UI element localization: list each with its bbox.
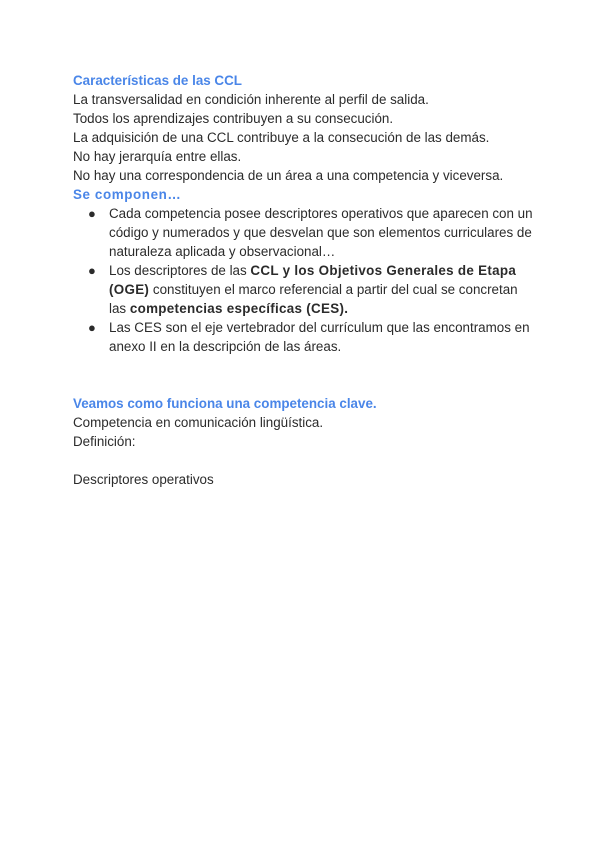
bullet-icon: ● [88,206,96,221]
text-line: Competencia en comunicación lingüística. [73,415,324,430]
bullet-list [73,204,533,356]
bullet-item [73,261,533,318]
section-heading-ccl-characteristics: Características de las CCL [73,73,242,88]
text-line: Descriptores operativos [73,472,214,487]
text-line: La transversalidad en condición inherente al perfil de salida. [73,92,429,107]
spacer [73,451,533,470]
bullet-text: Las CES son el eje vertebrador del currículum que las encontramos en anexo II en la descripción de las áreas. [109,320,530,354]
section-heading-competencia-clave: Veamos como funciona una competencia clave. [73,396,377,411]
bullet-text-bold: competencias específicas (CES). [129,301,349,316]
bullet-item [73,204,533,261]
text-line: Todos los aprendizajes contribuyen a su consecución. [73,111,394,126]
bullet-icon: ● [88,263,96,278]
bullet-text-part: constituyen el marco referencial a partir del cual se concretan las [109,282,518,316]
spacer [73,356,533,394]
section-heading-se-componen: Se componen… [73,187,182,202]
bullet-icon: ● [88,320,96,335]
bullet-text-bold: CCL y los Objetivos Generales de Etapa (OGE) [109,263,517,297]
bullet-item [73,318,533,356]
text-line: Definición: [73,434,136,449]
text-line: No hay jerarquía entre ellas. [73,149,242,164]
text-line: La adquisición de una CCL contribuye a la consecución de las demás. [73,130,490,145]
text-line: No hay una correspondencia de un área a una competencia y viceversa. [73,168,504,183]
bullet-text-part: Los descriptores de las [109,263,251,278]
document-content [73,71,533,489]
bullet-text: Cada competencia posee descriptores operativos que aparecen con un código y numerados y que desvelan que son elementos curriculares de naturaleza aplicada y observacional… [109,206,533,259]
